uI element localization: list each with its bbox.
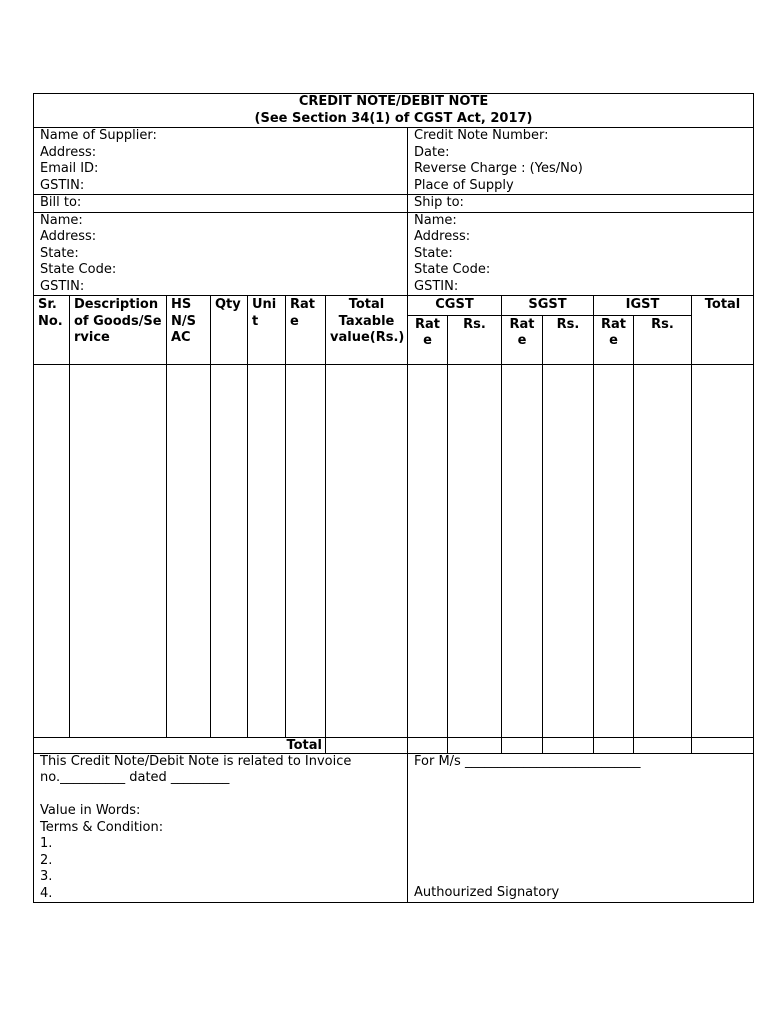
col-description: Description of Goods/Service xyxy=(70,296,167,365)
supplier-gstin-label: GSTIN: xyxy=(40,177,85,193)
line-item-cell xyxy=(286,364,326,737)
supplier-address-label: Address: xyxy=(40,144,97,160)
total-cell xyxy=(543,737,594,753)
sgst-rate-header: Rate xyxy=(502,315,543,364)
value-in-words-label: Value in Words: xyxy=(40,803,141,818)
invoice-reference-text: no.__________ dated _________ xyxy=(40,770,230,785)
line-item-cell xyxy=(543,364,594,737)
line-item-cell xyxy=(34,364,70,737)
column-header-row xyxy=(34,296,754,316)
total-cell xyxy=(448,737,502,753)
ship-to-name-label: Name: xyxy=(414,212,457,228)
total-cell xyxy=(692,737,754,753)
bill-to-name-label: Name: xyxy=(40,212,83,228)
term-item: 3. xyxy=(40,869,53,884)
line-items-body xyxy=(34,364,754,737)
line-item-cell xyxy=(211,364,248,737)
bill-to-state-label: State: xyxy=(40,245,79,261)
place-of-supply-label: Place of Supply xyxy=(414,177,514,193)
col-total: Total xyxy=(692,296,754,365)
footer-right xyxy=(408,753,754,903)
total-cell xyxy=(502,737,543,753)
document-title: CREDIT NOTE/DEBIT NOTE xyxy=(298,94,489,109)
cgst-rate-header: Rate xyxy=(408,315,448,364)
terms-heading: Terms & Condition: xyxy=(40,819,164,835)
invoice-relation-text: This Credit Note/Debit Note is related to Invoice xyxy=(40,753,352,769)
supplier-email-label: Email ID: xyxy=(40,161,99,176)
col-total-taxable-value: Total Taxable value(Rs.) xyxy=(326,296,408,365)
col-sgst: SGST xyxy=(502,296,594,316)
bill-to-gstin-label: GSTIN: xyxy=(40,278,85,294)
ship-to-heading: Ship to: xyxy=(414,195,464,210)
line-item-cell xyxy=(594,364,634,737)
supplier-row xyxy=(34,128,754,195)
line-item-cell xyxy=(408,364,448,737)
col-cgst: CGST xyxy=(408,296,502,316)
footer-row xyxy=(34,753,754,903)
total-cell xyxy=(594,737,634,753)
term-item: 2. xyxy=(40,852,53,868)
line-item-cell xyxy=(502,364,543,737)
line-item-cell xyxy=(634,364,692,737)
title-row xyxy=(34,94,754,128)
total-cell xyxy=(634,737,692,753)
bill-to-state-code-label: State Code: xyxy=(40,262,117,277)
ship-to-gstin-label: GSTIN: xyxy=(414,278,459,294)
for-ms-label: For M/s ___________________________ xyxy=(414,753,641,769)
ship-to-address-label: Address: xyxy=(414,229,471,244)
reverse-charge-label: Reverse Charge : (Yes/No) xyxy=(414,161,583,176)
party-heading-row xyxy=(34,195,754,213)
col-unit: Unit xyxy=(248,296,286,365)
col-qty: Qty xyxy=(211,296,248,365)
note-table xyxy=(33,93,754,903)
party-details-row xyxy=(34,212,754,296)
cgst-amount-header: Rs. xyxy=(448,315,502,364)
credit-note-number-label: Credit Note Number: xyxy=(414,128,549,143)
ship-to-state-label: State: xyxy=(414,245,453,261)
term-item: 4. xyxy=(40,885,53,901)
sgst-amount-header: Rs. xyxy=(543,315,594,364)
credit-debit-note-form xyxy=(33,93,753,903)
document-subtitle: (See Section 34(1) of CGST Act, 2017) xyxy=(254,110,533,126)
line-item-cell xyxy=(248,364,286,737)
supplier-name-label: Name of Supplier: xyxy=(40,128,157,143)
line-item-cell xyxy=(326,364,408,737)
footer-left xyxy=(34,753,408,903)
col-igst: IGST xyxy=(594,296,692,316)
igst-rate-header: Rate xyxy=(594,315,634,364)
line-item-cell xyxy=(167,364,211,737)
total-taxable-cell xyxy=(326,737,408,753)
igst-amount-header: Rs. xyxy=(634,315,692,364)
total-row xyxy=(34,737,754,753)
line-item-cell xyxy=(70,364,167,737)
col-sr-no: Sr. No. xyxy=(34,296,70,365)
note-date-label: Date: xyxy=(414,144,450,160)
col-rate: Rate xyxy=(286,296,326,365)
bill-to-address-label: Address: xyxy=(40,229,97,244)
total-cell xyxy=(408,737,448,753)
term-item: 1. xyxy=(40,836,53,851)
line-item-cell xyxy=(448,364,502,737)
bill-to-heading: Bill to: xyxy=(40,195,82,210)
authorized-signatory-label: Authourized Signatory xyxy=(414,884,560,900)
col-hsn-sac: HSN/SAC xyxy=(167,296,211,365)
ship-to-state-code-label: State Code: xyxy=(414,262,491,277)
line-item-cell xyxy=(692,364,754,737)
total-label: Total xyxy=(34,737,326,753)
